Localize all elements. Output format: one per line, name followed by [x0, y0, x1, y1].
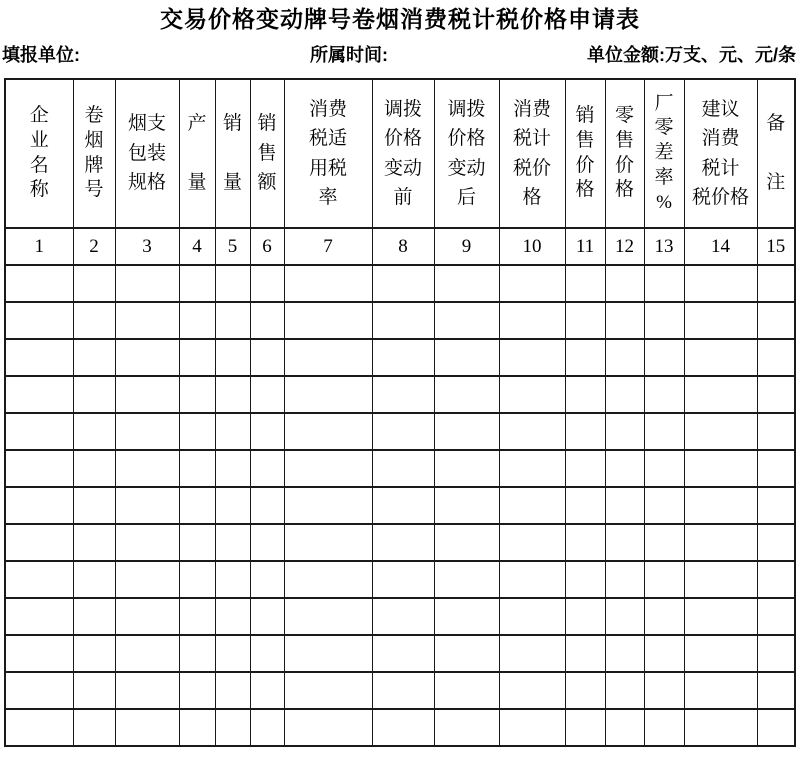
- table-cell: [372, 598, 434, 635]
- table-cell: [565, 339, 605, 376]
- table-cell: [5, 635, 73, 672]
- column-header-9: 调拨 价格 变动 后: [434, 79, 499, 228]
- table-cell: [73, 635, 115, 672]
- table-cell: [644, 635, 684, 672]
- period-label: 所属时间:: [310, 45, 388, 65]
- table-cell: [644, 302, 684, 339]
- table-cell: [434, 376, 499, 413]
- table-cell: [499, 339, 565, 376]
- table-cell: [499, 413, 565, 450]
- table-cell: [250, 302, 284, 339]
- table-cell: [5, 376, 73, 413]
- table-cell: [179, 598, 215, 635]
- reporting-unit-label: 填报单位:: [2, 45, 80, 65]
- column-header-8: 调拨 价格 变动 前: [372, 79, 434, 228]
- table-cell: [684, 339, 757, 376]
- table-cell: [644, 561, 684, 598]
- table-cell: [73, 265, 115, 302]
- table-cell: [284, 339, 372, 376]
- column-number-15: 15: [757, 228, 795, 265]
- table-cell: [372, 635, 434, 672]
- table-cell: [565, 598, 605, 635]
- table-cell: [565, 376, 605, 413]
- table-cell: [372, 450, 434, 487]
- table-cell: [605, 487, 644, 524]
- table-cell: [565, 561, 605, 598]
- table-cell: [215, 561, 250, 598]
- table-cell: [73, 339, 115, 376]
- table-cell: [757, 413, 795, 450]
- table-row: [5, 413, 795, 450]
- table-cell: [284, 598, 372, 635]
- table-cell: [684, 265, 757, 302]
- table-cell: [434, 413, 499, 450]
- table-cell: [179, 524, 215, 561]
- table-cell: [499, 635, 565, 672]
- table-cell: [372, 376, 434, 413]
- table-cell: [434, 450, 499, 487]
- table-cell: [73, 487, 115, 524]
- table-cell: [250, 265, 284, 302]
- table-row: [5, 487, 795, 524]
- application-table: [4, 78, 796, 747]
- column-header-11: 销 售 价 格: [565, 79, 605, 228]
- column-number-14: 14: [684, 228, 757, 265]
- table-cell: [215, 376, 250, 413]
- table-cell: [372, 672, 434, 709]
- table-cell: [284, 376, 372, 413]
- table-cell: [372, 487, 434, 524]
- table-cell: [434, 561, 499, 598]
- table-cell: [644, 413, 684, 450]
- table-cell: [284, 561, 372, 598]
- table-cell: [5, 524, 73, 561]
- column-header-1: 企 业 名 称: [5, 79, 73, 228]
- table-cell: [115, 709, 179, 746]
- table-row: [5, 265, 795, 302]
- table-cell: [215, 635, 250, 672]
- table-cell: [499, 598, 565, 635]
- table-cell: [250, 635, 284, 672]
- table-cell: [499, 672, 565, 709]
- table-cell: [115, 302, 179, 339]
- table-cell: [684, 598, 757, 635]
- column-number-3: 3: [115, 228, 179, 265]
- table-cell: [115, 487, 179, 524]
- table-cell: [250, 339, 284, 376]
- table-cell: [372, 524, 434, 561]
- table-cell: [684, 635, 757, 672]
- table-cell: [434, 672, 499, 709]
- table-cell: [179, 561, 215, 598]
- table-cell: [757, 672, 795, 709]
- table-row: [5, 709, 795, 746]
- table-cell: [250, 450, 284, 487]
- table-cell: [372, 413, 434, 450]
- table-row: [5, 598, 795, 635]
- table-cell: [115, 635, 179, 672]
- column-header-14: 建议 消费 税计 税价格: [684, 79, 757, 228]
- table-cell: [179, 302, 215, 339]
- column-number-4: 4: [179, 228, 215, 265]
- column-number-5: 5: [215, 228, 250, 265]
- table-cell: [757, 598, 795, 635]
- column-header-13: 厂 零 差 率 %: [644, 79, 684, 228]
- table-cell: [215, 487, 250, 524]
- table-cell: [215, 339, 250, 376]
- table-cell: [499, 709, 565, 746]
- table-cell: [499, 561, 565, 598]
- column-number-12: 12: [605, 228, 644, 265]
- table-cell: [284, 709, 372, 746]
- table-cell: [757, 302, 795, 339]
- column-number-1: 1: [5, 228, 73, 265]
- table-cell: [644, 339, 684, 376]
- table-cell: [73, 561, 115, 598]
- table-cell: [644, 265, 684, 302]
- column-number-7: 7: [284, 228, 372, 265]
- table-cell: [684, 302, 757, 339]
- table-cell: [372, 561, 434, 598]
- table-cell: [115, 339, 179, 376]
- column-number-13: 13: [644, 228, 684, 265]
- column-header-2: 卷 烟 牌 号: [73, 79, 115, 228]
- column-number-8: 8: [372, 228, 434, 265]
- table-cell: [644, 709, 684, 746]
- table-cell: [179, 376, 215, 413]
- column-header-5: 销 量: [215, 79, 250, 228]
- table-cell: [605, 450, 644, 487]
- table-cell: [73, 302, 115, 339]
- table-cell: [284, 413, 372, 450]
- table-cell: [215, 413, 250, 450]
- header-row: [5, 79, 795, 228]
- table-cell: [499, 302, 565, 339]
- table-cell: [73, 598, 115, 635]
- table-cell: [179, 672, 215, 709]
- table-cell: [565, 672, 605, 709]
- table-row: [5, 376, 795, 413]
- table-cell: [284, 635, 372, 672]
- table-cell: [499, 376, 565, 413]
- table-cell: [499, 265, 565, 302]
- table-cell: [565, 265, 605, 302]
- table-cell: [565, 709, 605, 746]
- table-cell: [565, 450, 605, 487]
- table-cell: [605, 413, 644, 450]
- table-cell: [179, 413, 215, 450]
- table-row: [5, 561, 795, 598]
- table-cell: [605, 339, 644, 376]
- table-cell: [284, 672, 372, 709]
- table-row: [5, 635, 795, 672]
- table-cell: [73, 672, 115, 709]
- table-cell: [644, 672, 684, 709]
- table-cell: [757, 709, 795, 746]
- column-header-12: 零 售 价 格: [605, 79, 644, 228]
- table-cell: [250, 376, 284, 413]
- table-cell: [372, 709, 434, 746]
- unit-amount-label: 单位金额:万支、元、元/条: [587, 45, 796, 65]
- column-number-9: 9: [434, 228, 499, 265]
- table-cell: [757, 561, 795, 598]
- table-cell: [5, 265, 73, 302]
- table-cell: [684, 709, 757, 746]
- table-cell: [215, 524, 250, 561]
- table-cell: [605, 598, 644, 635]
- table-cell: [605, 709, 644, 746]
- table-cell: [5, 709, 73, 746]
- table-cell: [284, 487, 372, 524]
- form-info-row: [0, 41, 800, 63]
- table-cell: [684, 524, 757, 561]
- table-cell: [215, 672, 250, 709]
- table-cell: [372, 339, 434, 376]
- table-cell: [499, 487, 565, 524]
- table-cell: [5, 339, 73, 376]
- table-cell: [605, 561, 644, 598]
- table-cell: [434, 339, 499, 376]
- table-cell: [499, 450, 565, 487]
- table-cell: [757, 487, 795, 524]
- table-cell: [372, 265, 434, 302]
- table-cell: [250, 487, 284, 524]
- table-cell: [684, 561, 757, 598]
- table-cell: [179, 339, 215, 376]
- table-cell: [757, 339, 795, 376]
- table-cell: [215, 598, 250, 635]
- form-title: 交易价格变动牌号卷烟消费税计税价格申请表: [160, 6, 640, 32]
- table-cell: [250, 524, 284, 561]
- table-cell: [644, 598, 684, 635]
- table-cell: [115, 672, 179, 709]
- table-cell: [605, 672, 644, 709]
- table-cell: [565, 302, 605, 339]
- table-cell: [565, 635, 605, 672]
- number-row: [5, 228, 795, 265]
- table-cell: [179, 487, 215, 524]
- column-number-2: 2: [73, 228, 115, 265]
- table-cell: [215, 302, 250, 339]
- table-cell: [684, 450, 757, 487]
- table-cell: [284, 265, 372, 302]
- table-cell: [115, 524, 179, 561]
- table-cell: [605, 524, 644, 561]
- table-cell: [5, 598, 73, 635]
- table-cell: [434, 524, 499, 561]
- table-cell: [499, 524, 565, 561]
- table-cell: [434, 487, 499, 524]
- table-cell: [73, 450, 115, 487]
- table-cell: [73, 524, 115, 561]
- column-header-3: 烟支 包装 规格: [115, 79, 179, 228]
- table-cell: [434, 598, 499, 635]
- column-number-11: 11: [565, 228, 605, 265]
- form-page: [0, 5, 800, 747]
- table-cell: [644, 487, 684, 524]
- table-cell: [284, 450, 372, 487]
- table-cell: [215, 450, 250, 487]
- table-cell: [565, 413, 605, 450]
- table-row: [5, 450, 795, 487]
- column-number-6: 6: [250, 228, 284, 265]
- table-cell: [684, 487, 757, 524]
- table-row: [5, 302, 795, 339]
- table-row: [5, 524, 795, 561]
- table-cell: [372, 302, 434, 339]
- table-cell: [434, 635, 499, 672]
- table-cell: [179, 635, 215, 672]
- table-cell: [115, 561, 179, 598]
- column-header-15: 备 注: [757, 79, 795, 228]
- table-cell: [73, 376, 115, 413]
- table-cell: [215, 265, 250, 302]
- table-cell: [5, 672, 73, 709]
- table-cell: [115, 376, 179, 413]
- table-cell: [684, 413, 757, 450]
- table-cell: [757, 265, 795, 302]
- table-cell: [5, 561, 73, 598]
- table-cell: [250, 598, 284, 635]
- table-row: [5, 672, 795, 709]
- table-cell: [250, 672, 284, 709]
- table-cell: [179, 709, 215, 746]
- table-cell: [605, 376, 644, 413]
- table-cell: [115, 413, 179, 450]
- table-cell: [179, 265, 215, 302]
- table-cell: [179, 450, 215, 487]
- column-header-4: 产 量: [179, 79, 215, 228]
- table-cell: [5, 487, 73, 524]
- table-cell: [644, 376, 684, 413]
- table-cell: [215, 709, 250, 746]
- table-cell: [684, 672, 757, 709]
- table-cell: [73, 413, 115, 450]
- table-cell: [434, 265, 499, 302]
- table-cell: [684, 376, 757, 413]
- table-cell: [605, 265, 644, 302]
- table-cell: [565, 487, 605, 524]
- table-cell: [5, 302, 73, 339]
- table-cell: [757, 524, 795, 561]
- table-cell: [115, 450, 179, 487]
- table-cell: [5, 450, 73, 487]
- table-cell: [757, 450, 795, 487]
- table-cell: [644, 450, 684, 487]
- column-header-10: 消费 税计 税价 格: [499, 79, 565, 228]
- table-row: [5, 339, 795, 376]
- table-cell: [5, 413, 73, 450]
- table-cell: [757, 635, 795, 672]
- table-cell: [250, 561, 284, 598]
- table-cell: [434, 302, 499, 339]
- table-cell: [284, 524, 372, 561]
- table-cell: [605, 302, 644, 339]
- table-cell: [115, 265, 179, 302]
- table-cell: [284, 302, 372, 339]
- table-cell: [605, 635, 644, 672]
- column-header-6: 销 售 额: [250, 79, 284, 228]
- table-cell: [434, 709, 499, 746]
- table-cell: [644, 524, 684, 561]
- table-cell: [565, 524, 605, 561]
- table-cell: [73, 709, 115, 746]
- table-cell: [250, 709, 284, 746]
- column-header-7: 消费 税适 用税 率: [284, 79, 372, 228]
- table-cell: [757, 376, 795, 413]
- column-number-10: 10: [499, 228, 565, 265]
- table-cell: [250, 413, 284, 450]
- table-cell: [115, 598, 179, 635]
